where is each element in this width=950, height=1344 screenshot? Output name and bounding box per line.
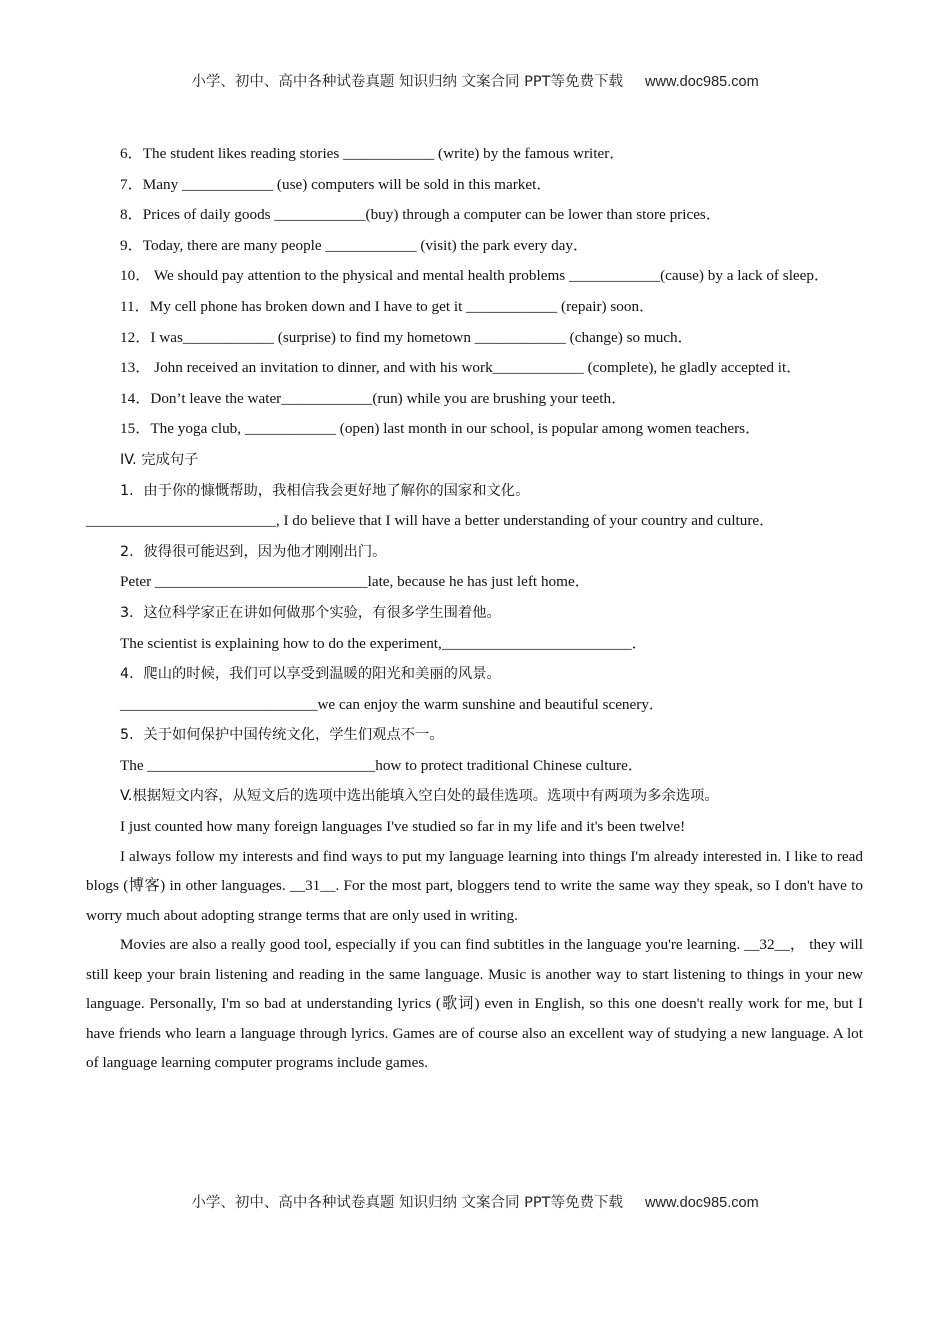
section-4-title: IV. 完成句子 xyxy=(120,451,199,468)
s4-q3-english: The scientist is explaining how to do the experiment,_________________________． xyxy=(120,634,647,652)
s4-q2-chinese: 2．彼得很可能迟到，因为他才刚刚出门。 xyxy=(120,543,387,560)
document-body xyxy=(86,139,863,1078)
s4-q4-chinese: 4．爬山的时候，我们可以享受到温暖的阳光和美丽的风景。 xyxy=(120,666,501,683)
question-7: 7．Many ____________ (use) computers will be sold in this market． xyxy=(120,175,552,193)
question-9: 9．Today, there are many people ____________ (visit) the park every day． xyxy=(120,236,589,254)
s4-q1-chinese: 1．由于你的慷慨帮助，我相信我会更好地了解你的国家和文化。 xyxy=(120,482,530,499)
s4-q2-english: Peter ____________________________late, because he has just left home． xyxy=(120,573,590,591)
question-15: 15．The yoga club, ____________ (open) last month in our school, is popular among women teachers． xyxy=(120,420,761,438)
question-12: 12．I was____________ (surprise) to find my hometown ____________ (change) so much． xyxy=(120,328,693,346)
footer-text: 小学、初中、高中各种试卷真题 知识归纳 文案合同 PPT等免费下载 xyxy=(191,1195,624,1211)
question-11: 11．My cell phone has broken down and I have to get it ____________ (repair) soon． xyxy=(120,297,655,315)
page-footer xyxy=(0,1191,950,1212)
question-14: 14．Don’t leave the water____________(run) while you are brushing your teeth． xyxy=(120,389,627,407)
footer-site[interactable]: www.doc985.com xyxy=(645,1195,759,1211)
s4-q3-chinese: 3．这位科学家正在讲如何做那个实验，有很多学生围着他。 xyxy=(120,604,501,621)
page-header xyxy=(0,70,950,91)
passage-paragraph-3: Movies are also a really good tool, especially if you can find subtitles in the language you're learning. __32__， they will still keep your brain listening and reading in the same language. Music is another way to start listening to things in your new language. Personally, I'm so bad at understanding lyrics (歌词) even in English, so this one doesn't really work for me, but I have friends who learn a language through lyrics. Games are of course also an excellent way of studying a new language. A lot of language learning computer programs include games. xyxy=(86,936,863,1072)
section-5-title: V.根据短文内容，从短文后的选项中选出能填入空白处的最佳选项。选项中有两项为多余选项。 xyxy=(120,788,719,805)
s4-q5-chinese: 5．关于如何保护中国传统文化，学生们观点不一。 xyxy=(120,727,444,744)
s4-q5-english: The ______________________________how to protect traditional Chinese culture． xyxy=(120,756,644,774)
question-6: 6．The student likes reading stories ____________ (write) by the famous writer． xyxy=(120,145,625,162)
passage-paragraph-2: I always follow my interests and find ways to put my language learning into things I'm already interested in. I like to read blogs (博客) in other languages. __31__. For the most part, bloggers tend to write the same way they speak, so I don't have to worry much about adopting strange terms that are only used in writing. xyxy=(86,847,863,924)
passage-paragraph-1: I just counted how many foreign languages I've studied so far in my life and it's been twelve! xyxy=(120,818,686,836)
s4-q4-english: __________________________we can enjoy the warm sunshine and beautiful scenery． xyxy=(120,695,665,713)
question-8: 8．Prices of daily goods ____________(buy) through a computer can be lower than store prices． xyxy=(120,206,722,224)
question-13: 13． John received an invitation to dinner, and with his work____________ (complete), he gladly accepted it． xyxy=(120,359,802,377)
question-10: 10． We should pay attention to the physical and mental health problems ____________(cause) by a lack of sleep． xyxy=(120,267,830,285)
header-site[interactable]: www.doc985.com xyxy=(645,74,759,90)
s4-q1-english: _________________________, I do believe that I will have a better understanding of your country and culture． xyxy=(86,512,775,530)
header-text: 小学、初中、高中各种试卷真题 知识归纳 文案合同 PPT等免费下载 xyxy=(191,74,624,90)
